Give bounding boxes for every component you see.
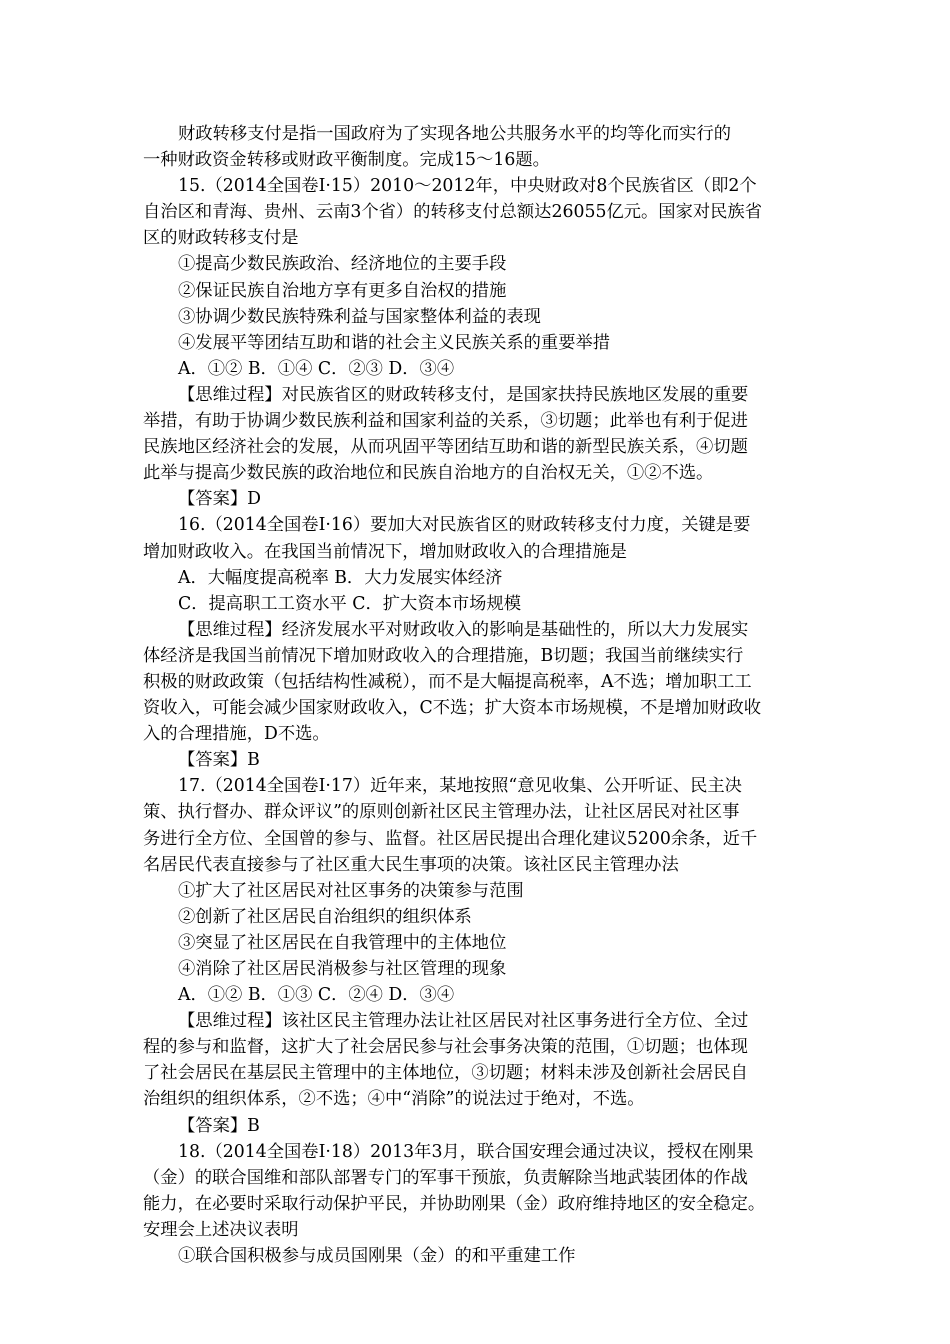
text-line: 17.（2014全国卷Ⅰ·17）近年来，某地按照“意见收集、公开听证、民主决 <box>178 776 742 797</box>
text-line: 能力，在必要时采取行动保护平民，并协助刚果（金）政府维持地区的安全稳定。 <box>143 1193 766 1214</box>
text-line: ②保证民族自治地方享有更多自治权的措施 <box>178 280 507 301</box>
text-line: ①扩大了社区居民对社区事务的决策参与范围 <box>178 880 524 901</box>
text-line: 入的合理措施，D不选。 <box>143 724 330 745</box>
text-line: ③突显了社区居民在自我管理中的主体地位 <box>178 932 507 953</box>
text-line: A．①② B．①④ C．②③ D．③④ <box>178 358 455 379</box>
text-line: C．提高职工工资水平 C．扩大资本市场规模 <box>178 593 522 614</box>
text-line: 程的参与和监督，这扩大了社会居民参与社会事务决策的范围，①切题；也体现 <box>143 1037 748 1058</box>
text-line: 【思维过程】对民族省区的财政转移支付，是国家扶持民族地区发展的重要 <box>178 384 749 405</box>
text-line: ①提高少数民族政治、经济地位的主要手段 <box>178 254 507 275</box>
text-line: 16.（2014全国卷Ⅰ·16）要加大对民族省区的财政转移支付力度，关键是要 <box>178 515 751 536</box>
text-line: ②创新了社区居民自治组织的组织体系 <box>178 906 472 927</box>
text-line: 【思维过程】该社区民主管理办法让社区居民对社区事务进行全方位、全过 <box>178 1011 749 1032</box>
text-line: 一种财政资金转移或财政平衡制度。完成15～16题。 <box>143 150 550 171</box>
text-line: 安理会上述决议表明 <box>143 1219 299 1240</box>
text-line: 【答案】D <box>178 489 261 510</box>
document-body <box>143 121 813 1269</box>
text-line: 增加财政收入。在我国当前情况下，增加财政收入的合理措施是 <box>143 541 627 562</box>
text-line: 区的财政转移支付是 <box>143 228 299 249</box>
text-line: 【答案】B <box>178 1115 260 1136</box>
text-line: 策、执行督办、群众评议”的原则创新社区民主管理办法，让社区居民对社区事 <box>143 802 740 823</box>
text-line: A．大幅度提高税率 B．大力发展实体经济 <box>178 567 503 588</box>
text-line: 举措，有助于协调少数民族利益和国家利益的关系，③切题；此举也有利于促进 <box>143 411 748 432</box>
text-line: 此举与提高少数民族的政治地位和民族自治地方的自治权无关，①②不选。 <box>143 463 714 484</box>
text-line: ①联合国积极参与成员国刚果（金）的和平重建工作 <box>178 1246 576 1267</box>
text-line: 了社会居民在基层民主管理中的主体地位，③切题；材料未涉及创新社会居民自 <box>143 1063 748 1084</box>
text-line: 18.（2014全国卷Ⅰ·18）2013年3月，联合国安理会通过决议，授权在刚果 <box>178 1141 754 1162</box>
text-line: 名居民代表直接参与了社区重大民生事项的决策。该社区民主管理办法 <box>143 854 679 875</box>
text-line: ③协调少数民族特殊利益与国家整体利益的表现 <box>178 306 541 327</box>
text-line: 积极的财政政策（包括结构性减税），而不是大幅提高税率，A不选；增加职工工 <box>143 671 752 692</box>
text-line: 自治区和青海、贵州、云南3个省）的转移支付总额达26055亿元。国家对民族省 <box>143 202 762 223</box>
text-line: 务进行全方位、全国曾的参与、监督。社区居民提出合理化建议5200余条，近千 <box>143 828 758 849</box>
text-line: 【答案】B <box>178 750 260 771</box>
text-line: 15.（2014全国卷Ⅰ·15）2010～2012年，中央财政对8个民族省区（即2个 <box>178 176 757 197</box>
text-line: 资收入，可能会减少国家财政收入，C不选；扩大资本市场规模，不是增加财政收 <box>143 698 762 719</box>
text-line: （金）的联合国维和部队部署专门的军事干预旅，负责解除当地武装团体的作战 <box>143 1167 748 1188</box>
text-line: 治组织的组织体系，②不选；④中“消除”的说法过于绝对，不选。 <box>143 1089 645 1110</box>
text-line: 体经济是我国当前情况下增加财政收入的合理措施，B切题；我国当前继续实行 <box>143 645 744 666</box>
text-line: A．①② B．①③ C．②④ D．③④ <box>178 985 455 1006</box>
text-line: ④消除了社区居民消极参与社区管理的现象 <box>178 959 507 979</box>
text-line: ④发展平等团结互助和谐的社会主义民族关系的重要举措 <box>178 332 611 353</box>
text-line: 【思维过程】经济发展水平对财政收入的影响是基础性的，所以大力发展实 <box>178 619 749 640</box>
text-line: 民族地区经济社会的发展，从而巩固平等团结互助和谐的新型民族关系，④切题 <box>143 437 748 458</box>
text-line: 财政转移支付是指一国政府为了实现各地公共服务水平的均等化而实行的 <box>178 124 732 144</box>
